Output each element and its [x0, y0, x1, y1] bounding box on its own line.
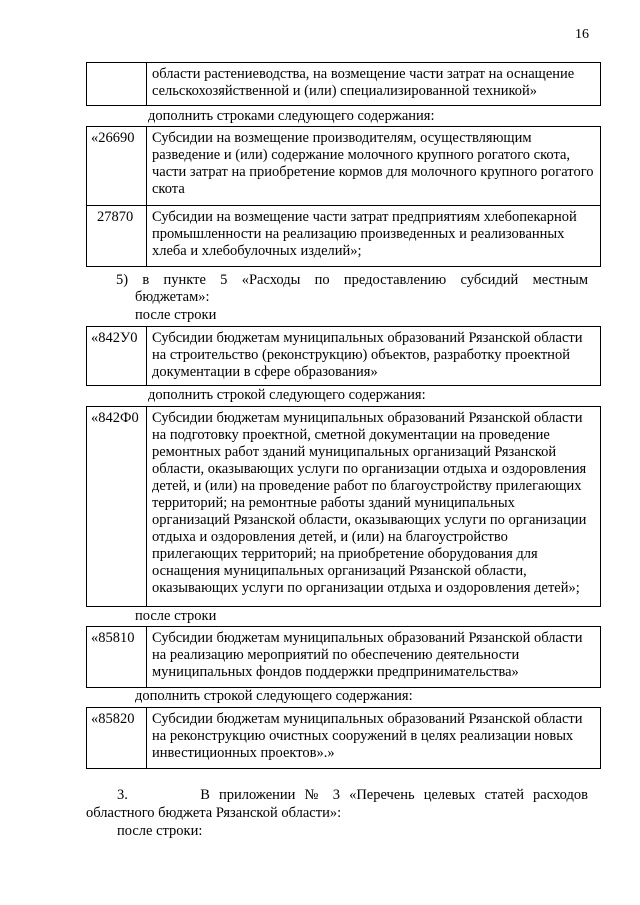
item-5-line-1: 5) в пункте 5 «Расходы по предоставлению субсидий местным: [116, 272, 588, 288]
text-cell: области растениеводства, на возмещение части затрат на оснащение сельскохозяйственной и (или) специализированной техникой»: [152, 66, 575, 99]
page-number: 16: [575, 27, 589, 42]
text-cell: Субсидии бюджетам муниципальных образований Рязанской области на реконструкцию очистных сооружений в целях реализации новых инвестиционных проектов».»: [152, 711, 583, 761]
text-cell: Субсидии на возмещение производителям, осуществляющим разведение и (или) содержание молочного крупного рогатого скота, части затрат на приобретение кормов для молочного крупного рогатого скота: [152, 130, 594, 197]
table-row: [87, 127, 600, 205]
text-cell: Субсидии на возмещение части затрат предприятиям хлебопекарной промышленности на реализацию произведенных и реализованных хлеба и хлебобулочных изделий»;: [152, 209, 577, 259]
table-block-5: [86, 626, 601, 688]
item-5-line-2: бюджетам»:: [135, 289, 210, 305]
instruction-add-rows: дополнить строками следующего содержания:: [148, 108, 435, 124]
table-block-4: [86, 406, 601, 607]
table-block-3: [86, 326, 601, 386]
table-row: [87, 327, 600, 385]
after-row-label: после строки: [135, 608, 217, 624]
paragraph-3-line-1: 3. В приложении № 3 «Перечень целевых статей расходов: [117, 787, 588, 803]
text-cell: Субсидии бюджетам муниципальных образований Рязанской области на подготовку проектной, сметной документации на проведение ремонтных работ зданий муниципальных организаций Рязанской области, оказывающих услуги по организации отдыха и оздоровления детей, и (или) на проведение работ по благоустройству прилегающих территорий; на ремонтные работы зданий муниципальных организаций Рязанской области, оказывающих услуги по организации отдыха и оздоровления детей, и (или) на благоустройство прилегающих территорий; на приобретение оборудования для оснащения муниципальных организаций Рязанской области, оказывающих услуги по организации отдыха и оздоровления детей»;: [152, 410, 587, 596]
table-row: [87, 205, 600, 266]
instruction-add-row: дополнить строкой следующего содержания:: [135, 688, 413, 704]
code-cell: [87, 63, 147, 105]
after-row-label: после строки: [135, 307, 217, 323]
table-row: [87, 63, 600, 105]
instruction-add-row: дополнить строкой следующего содержания:: [148, 387, 426, 403]
code-cell: «26690: [87, 127, 147, 205]
code-cell: «85810: [87, 627, 147, 687]
code-cell: «85820: [87, 708, 147, 768]
table-block-6: [86, 707, 601, 769]
text-cell: Субсидии бюджетам муниципальных образований Рязанской области на строительство (реконструкцию) объектов, разработку проектной документации в сфере образования»: [152, 330, 583, 380]
text-cell: Субсидии бюджетам муниципальных образований Рязанской области на реализацию мероприятий по обеспечению деятельности муниципальных фондов поддержки предпринимательства»: [152, 630, 583, 680]
table-block-2: [86, 126, 601, 267]
paragraph-3-line-3: после строки:: [117, 823, 203, 839]
table-row: [87, 708, 600, 768]
code-cell: «842У0: [87, 327, 147, 385]
table-row: [87, 407, 600, 606]
table-row: [87, 627, 600, 687]
code-cell: 27870: [87, 206, 147, 266]
code-cell: «842Ф0: [87, 407, 147, 606]
paragraph-3-line-2: областного бюджета Рязанской области»:: [86, 805, 342, 821]
table-block-1: [86, 62, 601, 106]
